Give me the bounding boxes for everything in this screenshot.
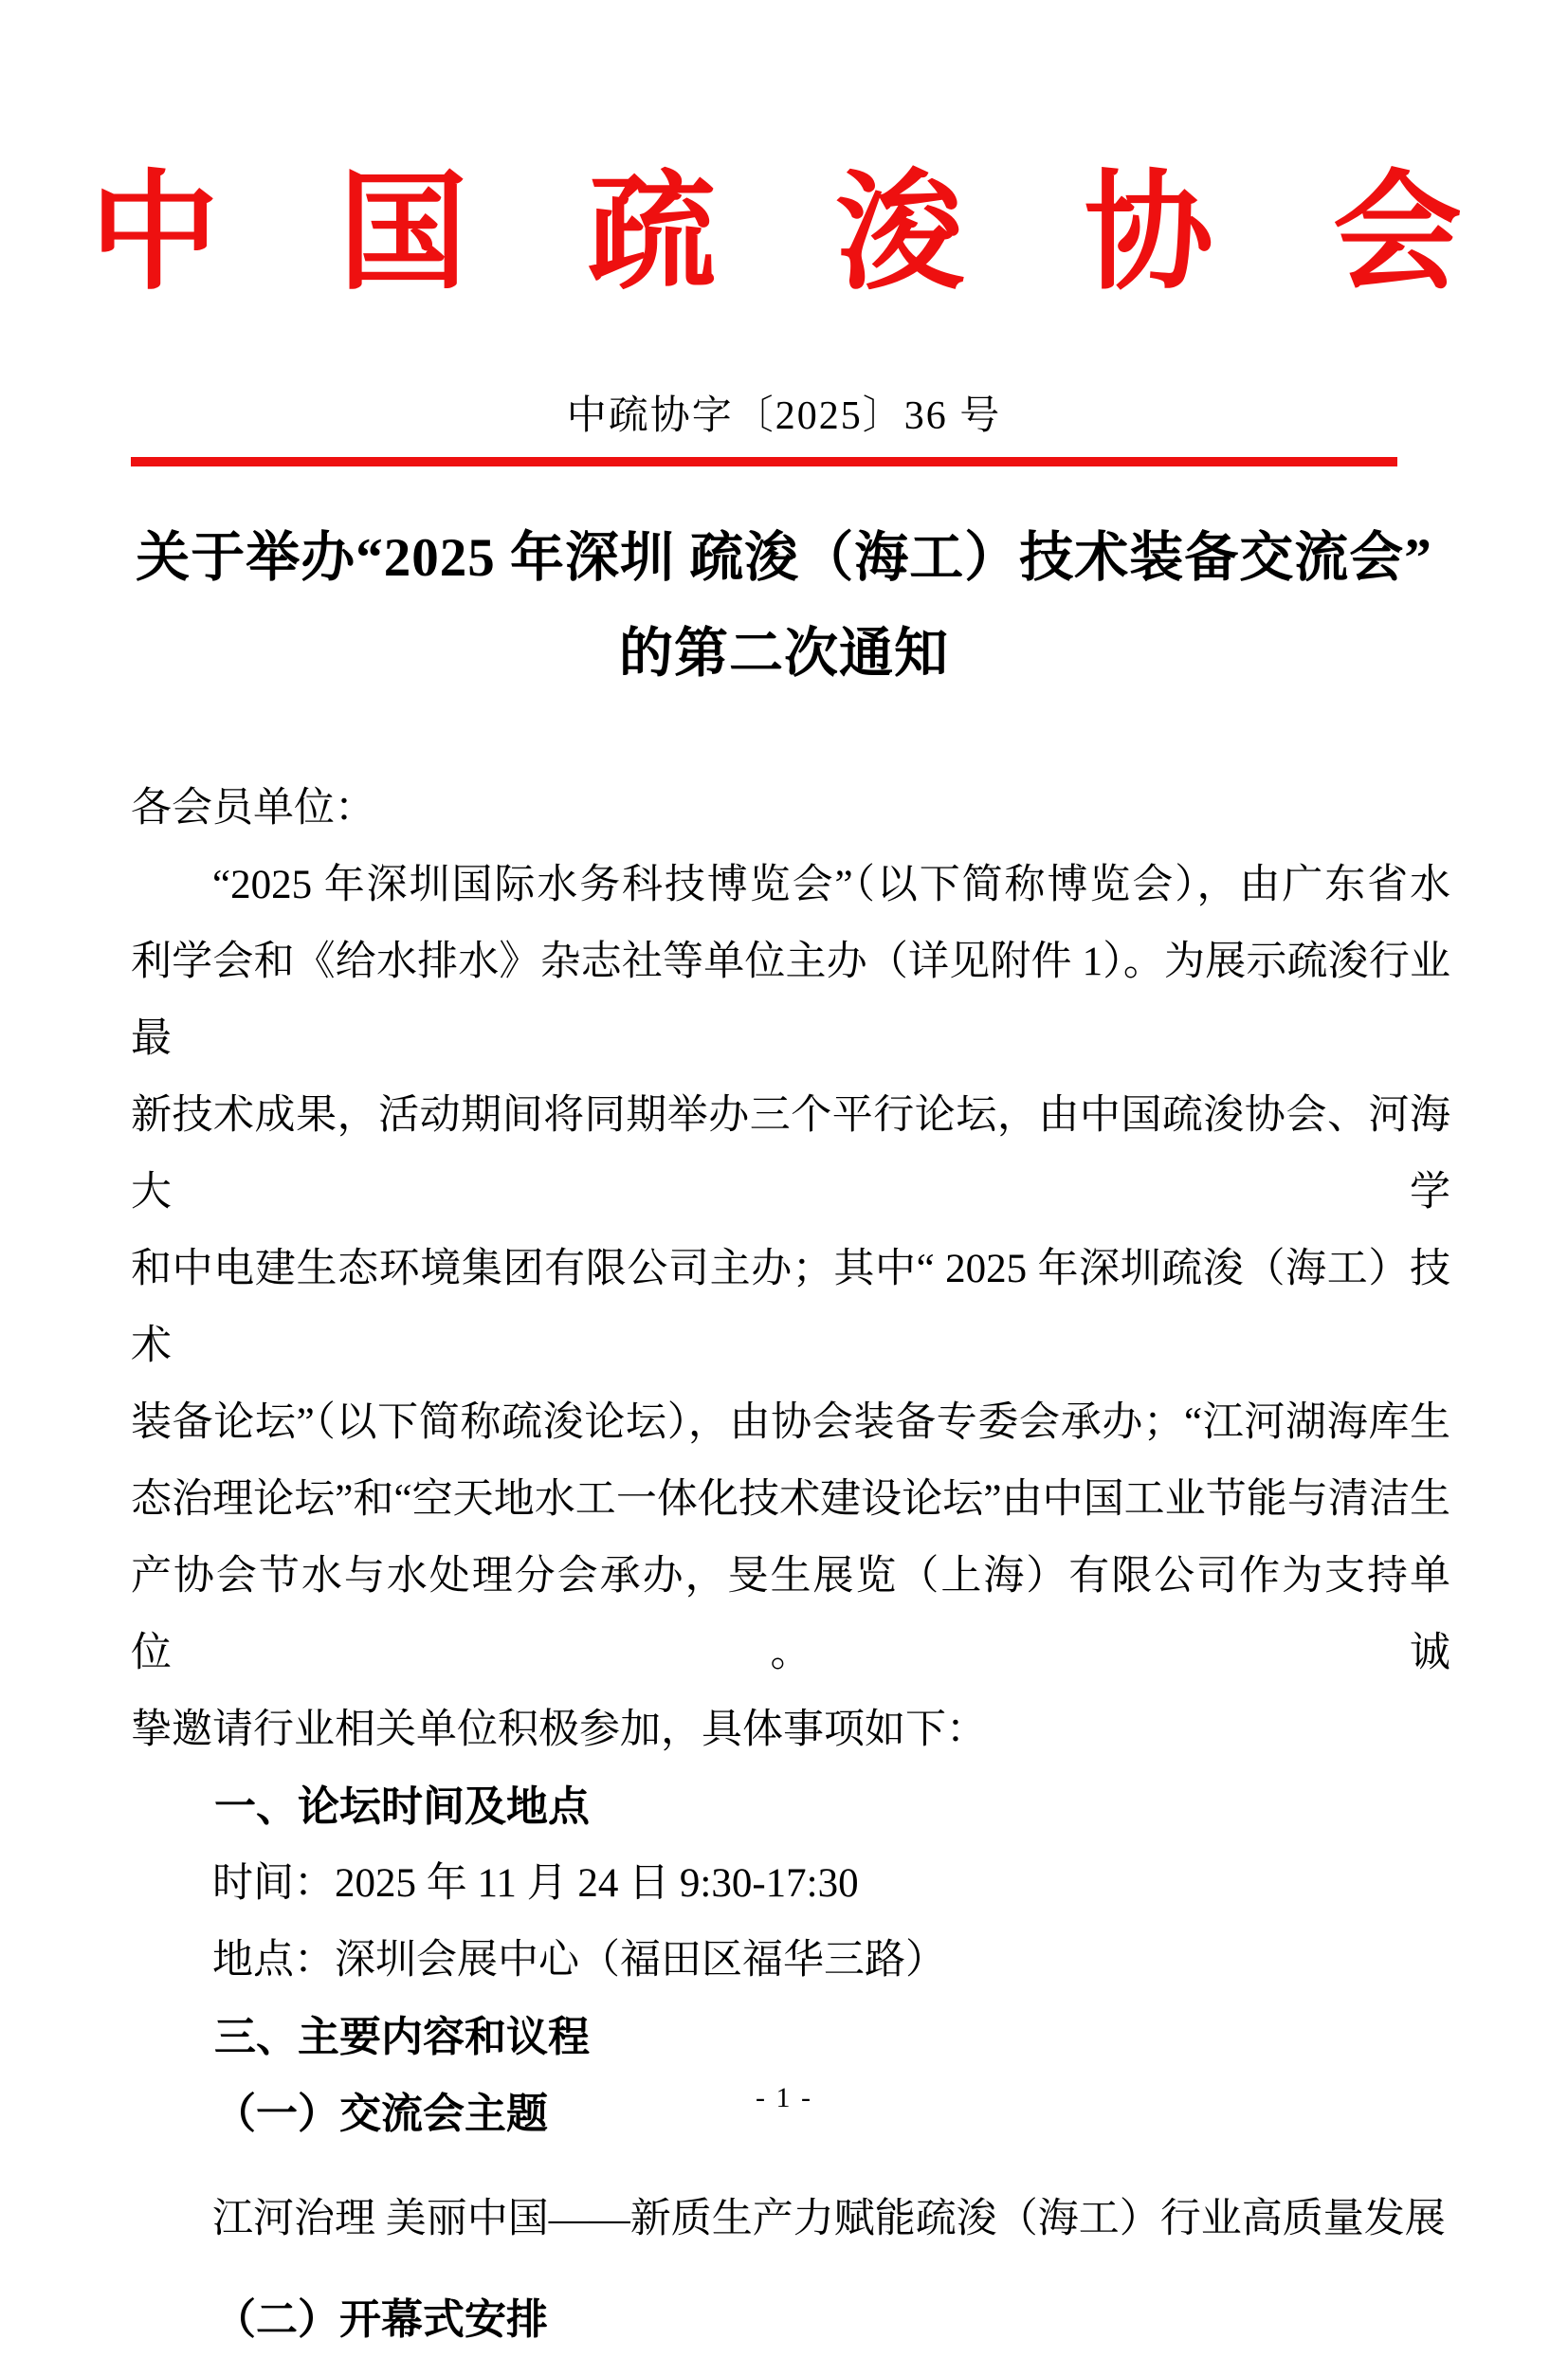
paragraph-line-1: “2025 年深圳国际水务科技博览会”（以下简称博览会），由广东省水 [212,863,1450,907]
paragraph-line-6: 态治理论坛”和“空天地水工一体化技术建设论坛”由中国工业节能与清洁生 [131,1477,1450,1522]
venue-line: 地点：深圳会展中心（福田区福华三路） [212,1938,946,1983]
notice-body [131,770,1450,2358]
paragraph-line-3: 新技术成果，活动期间将同期举办三个平行论坛，由中国疏浚协会、河海大学 [131,1093,1450,1215]
org-name [90,163,1462,305]
section-1-heading: 一、论坛时间及地点 [214,1783,590,1830]
notice-title-line2: 的第二次通知 [619,624,949,684]
org-name-char: 疏 [587,163,717,305]
paragraph-line-8: 挚邀请行业相关单位积极参加，具体事项如下： [131,1708,987,1752]
notice-title [47,510,1521,702]
org-name-char: 浚 [835,163,965,305]
paragraph-line-4: 和中电建生态环境集团有限公司主办；其中“ 2025 年深圳疏浚（海工）技术 [131,1247,1450,1368]
org-name-char: 中 [90,163,219,305]
salutation: 各会员单位： [131,786,375,831]
page-number: - 1 - [756,2082,812,2113]
paragraph-line-2: 利学会和《给水排水》杂志社等单位主办（详见附件 1）。为展示疏浚行业最 [131,940,1450,1061]
org-name-char: 协 [1084,163,1213,305]
org-name-char: 国 [338,163,468,305]
forum-theme-line: 江河治理 美丽中国——新质生产力赋能疏浚（海工）行业高质量发展 [212,2197,1446,2241]
doc-number: 中疏协字〔2025〕36 号 [566,394,1002,438]
paragraph-line-7: 产协会节水与水处理分会承办，旻生展览（上海）有限公司作为支持单位。诚 [131,1554,1450,1675]
time-line: 时间：2025 年 11 月 24 日 9:30-17:30 [212,1861,859,1906]
separator-line [131,457,1397,466]
notice-title-line1: 关于举办“2025 年深圳 疏浚（海工）技术装备交流会” [136,528,1432,588]
subsection-2-heading: （二）开幕式安排 [214,2296,548,2343]
section-3-heading: 三、主要内容和议程 [214,2014,590,2060]
subsection-1-heading: （一）交流会主题 [214,2091,548,2137]
org-name-char: 会 [1332,163,1462,305]
paragraph-line-5: 装备论坛”（以下简称疏浚论坛），由协会装备专委会承办；“江河湖海库生 [131,1400,1450,1445]
